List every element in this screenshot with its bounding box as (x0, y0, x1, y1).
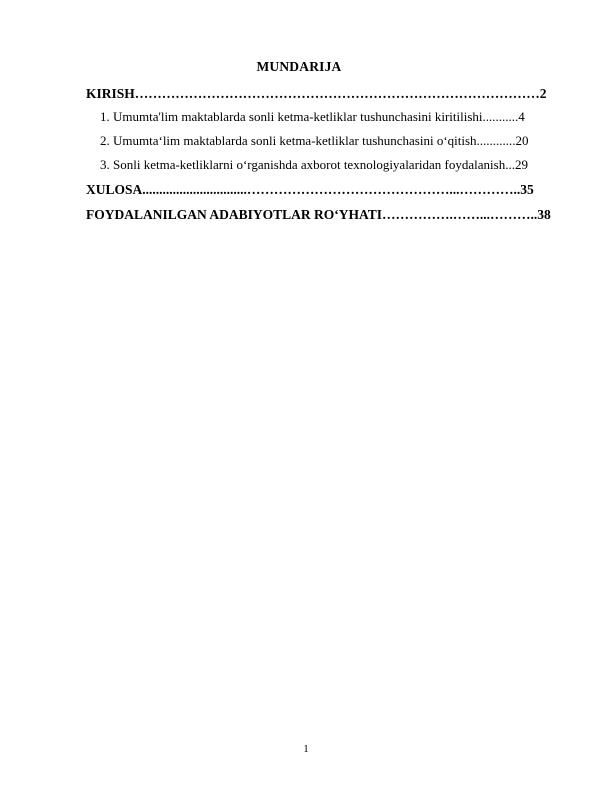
toc-entry-text: FOYDALANILGAN ADABIYOTLAR RO‘YHATI…………….……...………..38 (86, 207, 551, 222)
toc-entry-text: KIRISH………………………………………………………………………………2 (86, 86, 547, 101)
toc-entry-conclusion (86, 182, 568, 198)
toc-entry-text: 3. Sonli ketma-ketliklarni o‘rganishda axborot texnologiyalaridan foydalanish...29 (100, 157, 528, 172)
toc-entry-bibliography (86, 207, 569, 223)
toc-entry-section-2 (100, 133, 569, 149)
page-number: 1 (303, 743, 309, 755)
toc-title: MUNDARIJA (256, 59, 342, 74)
toc-entry-section-3 (100, 157, 569, 173)
toc-entry-introduction (86, 86, 562, 102)
toc-entry-text: 2. Umumta‘lim maktablarda sonli ketma-ketliklar tushunchasini o‘qitish............20 (100, 133, 529, 148)
toc-entry-text: 1. Umumta'lim maktablarda sonli ketma-ketliklar tushunchasini kiritilishi...........4 (100, 109, 525, 124)
toc-entry-text: XULOSA...............................………………………………………...…………..35 (86, 182, 534, 197)
toc-entry-section-1 (100, 109, 563, 125)
